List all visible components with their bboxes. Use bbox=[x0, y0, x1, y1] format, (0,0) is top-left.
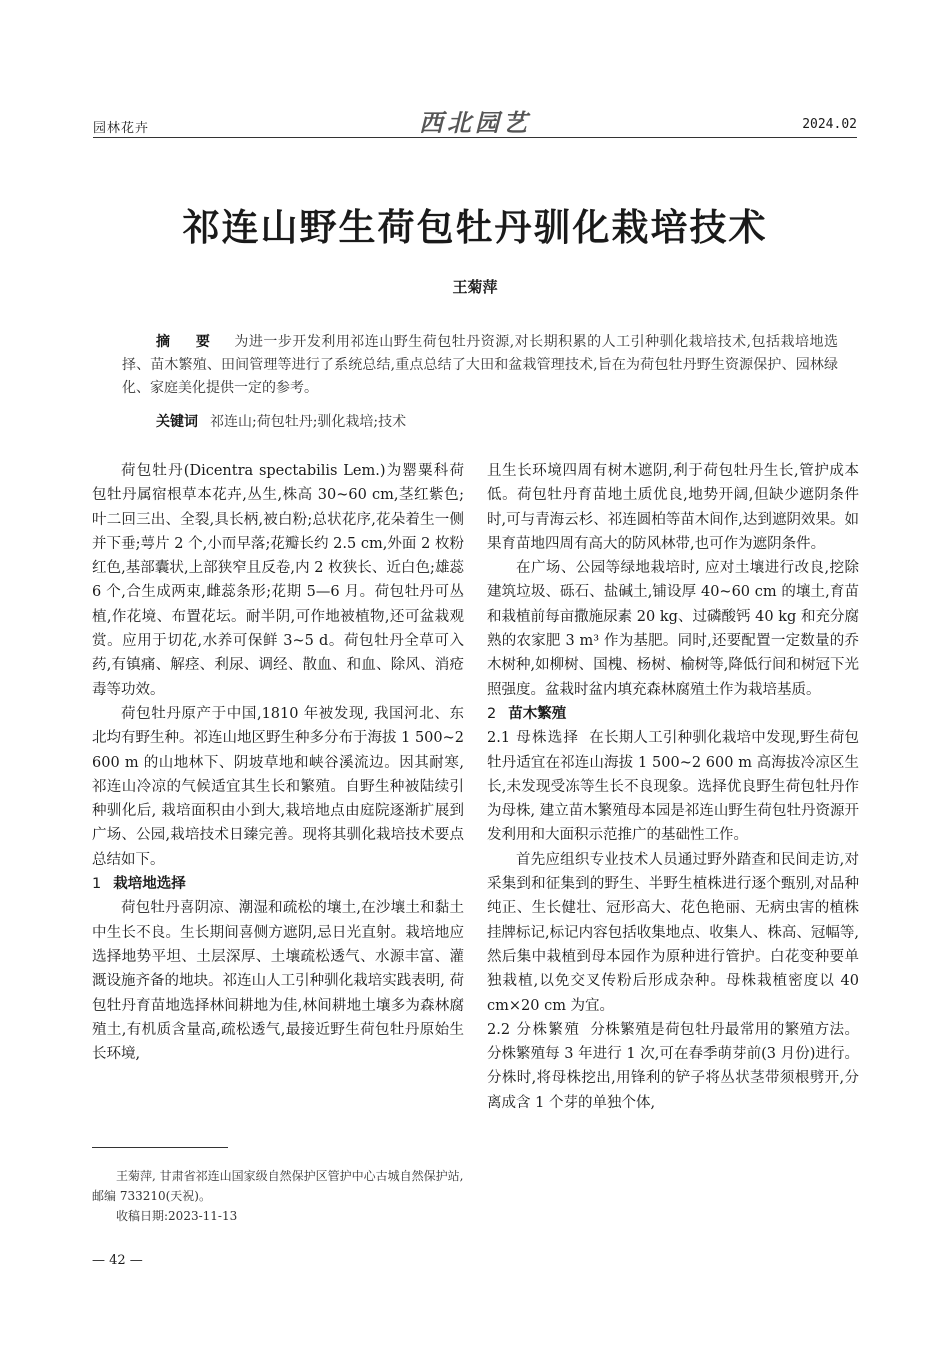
paragraph-text: 分株繁殖是荷包牡丹最常用的繁殖方法。分株繁殖每 3 年进行 1 次,可在春季萌芽前(3 月份)进行。 分株时,将母株挖出,用锋利的铲子将丛状茎带须根劈开,分离成含 1 个芽的单独个体, bbox=[487, 1021, 860, 1111]
journal-logo: 西北园艺 bbox=[419, 108, 531, 137]
article-title: 祁连山野生荷包牡丹驯化栽培技术 bbox=[182, 206, 768, 249]
paragraph: 荷包牡丹(Dicentra spectabilis Lem.)为罂粟科荷包牡丹属宿根草本花卉,丛生,株高 30~60 cm,茎红紫色;叶二回三出、全裂,具长柄,被白粉;总状花序,花朵着生一侧并下垂;萼片 2 个,小而早落;花瓣长约 2.5 cm,外面 2 枚粉红色,基部囊状,上部狭窄且反卷,内 2 枚狭长、近白色;雄蕊 6 个,合生成两束,雌蕊条形;花期 5—6 月。荷包牡丹可丛植,作花境、布置花坛。耐半阴,可作地被植物,还可盆栽观赏。应用于切花,水养可保鲜 3~5 d。荷包牡丹全草可入药,有镇痛、解痉、利尿、调经、散血、和血、除风、消疮毒等功效。 bbox=[92, 463, 464, 698]
paragraph: 首先应组织专业技术人员通过野外踏查和民间走访,对采集到和征集到的野生、半野生植株进行逐个甄别,对品种纯正、生长健壮、冠形高大、花色艳丽、无病虫害的植株挂牌标记,标记内容包括收集地点、收集人、株高、冠幅等,然后集中栽植到母本园作为原种进行管护。白花变种要单独栽植,以免交叉传粉后形成杂种。母株栽植密度以 40 cm×20 cm 为宜。 bbox=[487, 851, 859, 1014]
subsection-title: 分株繁殖 bbox=[516, 1021, 581, 1038]
subsection-paragraph bbox=[487, 726, 859, 847]
paragraph: 荷包牡丹喜阴凉、潮湿和疏松的壤土,在沙壤土和黏土中生长不良。生长期间喜侧方遮阴,忌日光直射。栽培地应选择地势平坦、土层深厚、土壤疏松透气、水源丰富、灌溉设施齐备的地块。祁连山人工引种驯化栽培实践表明, 荷包牡丹育苗地选择林间耕地为佳,林间耕地土壤多为森林腐殖土,有机质含量高,疏松透气,最接近野生荷包牡丹原始生长环境, bbox=[92, 900, 464, 1063]
author-note: 王菊萍, 甘肃省祁连山国家级自然保护区管护中心古城自然保护站,邮编 733210(天祝)。 bbox=[92, 1169, 464, 1203]
paragraph: 在广场、公园等绿地栽培时, 应对土壤进行改良,挖除建筑垃圾、砾石、盐碱土,铺设厚 40~60 cm 的壤土,育苗和栽植前每亩撒施尿素 20 kg、过磷酸钙 40 kg 和充分腐熟的农家肥 3 m³ 作为基肥。同时,还要配置一定数量的乔木树种,如柳树、国槐、杨树、榆树等,降低行间和树冠下光照强度。盆栽时盆内填充森林腐殖土作为栽培基质。 bbox=[487, 560, 859, 698]
section-number: 1 bbox=[92, 876, 102, 893]
page-number: — 42 — bbox=[92, 1253, 143, 1268]
received-date: 收稿日期:2023-11-13 bbox=[116, 1209, 238, 1223]
section-heading bbox=[487, 702, 859, 726]
subsection-number: 2.2 bbox=[487, 1021, 511, 1038]
abstract-label: 摘 要 bbox=[156, 334, 221, 350]
section-heading bbox=[92, 872, 464, 896]
paragraph: 荷包牡丹原产于中国,1810 年被发现, 我国河北、东北均有野生种。祁连山地区野生种多分布于海拔 1 500~2 600 m 的山地林下、阴坡草地和峡谷溪流边。因其耐寒,祁连山冷凉的气候适宜其生长和繁殖。自野生种被陆续引种驯化后, 栽培面积由小到大,栽培地点由庭院逐渐扩展到广场、公园,栽培技术日臻完善。现将其驯化栽培技术要点总结如下。 bbox=[92, 705, 464, 868]
abstract-text: 为进一步开发利用祁连山野生荷包牡丹资源,对长期积累的人工引种驯化栽培技术,包括栽培地选择、苗木繁殖、田间管理等进行了系统总结,重点总结了大田和盆栽管理技术,旨在为荷包牡丹野生资源保护、园林绿化、家庭美化提供一定的参考。 bbox=[122, 334, 838, 396]
section-number: 2 bbox=[487, 705, 497, 722]
subsection-number: 2.1 bbox=[487, 730, 511, 747]
left-column bbox=[92, 459, 464, 1066]
footnote bbox=[92, 1166, 464, 1226]
keywords-text: 祁连山;荷包牡丹;驯化栽培;技术 bbox=[210, 414, 407, 430]
keywords-label: 关键词 bbox=[156, 414, 198, 430]
right-column bbox=[487, 459, 859, 1115]
keywords bbox=[156, 411, 406, 431]
footnote-rule bbox=[92, 1147, 228, 1148]
paragraph-text: 在长期人工引种驯化栽培中发现,野生荷包牡丹适宜在祁连山海拔 1 500~2 600 m 高海拔冷凉区生长,未发现受冻等生长不良现象。选择优良野生荷包牡丹作为母株, 建立苗木繁殖母本园是祁连山野生荷包牡丹资源开发利用和大面积示范推广的基础性工作。 bbox=[487, 730, 860, 844]
paragraph: 且生长环境四周有树木遮阴,利于荷包牡丹生长,管护成本低。荷包牡丹育苗地土质优良,地势开阔,但缺少遮阴条件时,可与青海云杉、祁连圆柏等苗木间作,达到遮阴效果。如果育苗地四周有高大的防风林带,也可作为遮阴条件。 bbox=[487, 463, 859, 552]
section-title: 栽培地选择 bbox=[113, 876, 186, 893]
section-title: 苗木繁殖 bbox=[508, 705, 567, 722]
abstract bbox=[122, 331, 838, 400]
subsection-title: 母株选择 bbox=[516, 730, 580, 747]
header-rule bbox=[93, 137, 857, 138]
article-author: 王菊萍 bbox=[452, 278, 498, 296]
issue-date: 2024.02 bbox=[802, 117, 857, 132]
subsection-paragraph bbox=[487, 1018, 859, 1115]
section-label: 园林花卉 bbox=[93, 121, 150, 136]
